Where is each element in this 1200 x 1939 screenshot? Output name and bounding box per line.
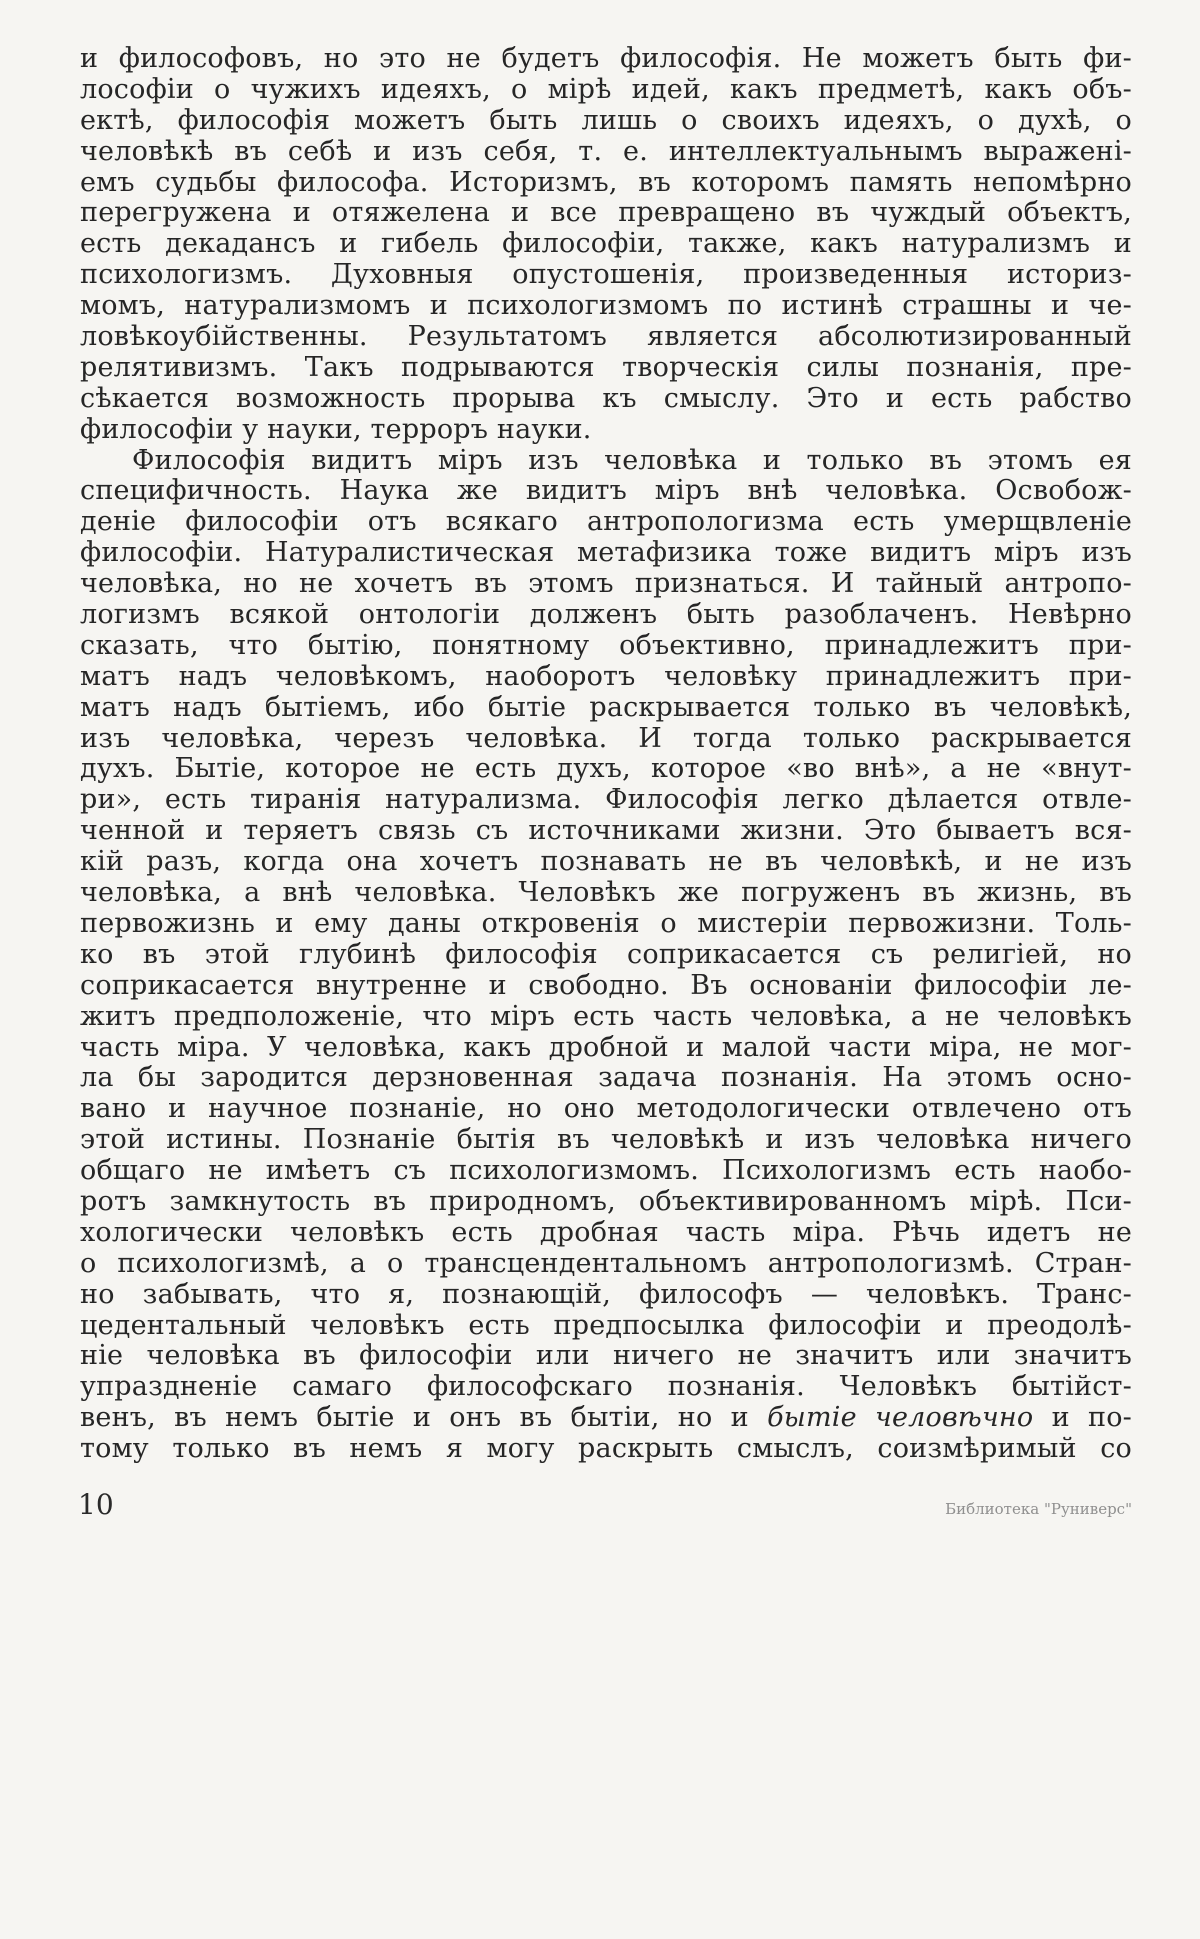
text-line: изъ человѣка, черезъ человѣка. И тогда только раскрывается [80, 723, 1132, 754]
text-line: человѣка, а внѣ человѣка. Человѣкъ же погруженъ въ жизнь, въ [80, 878, 1132, 909]
text-line [80, 1403, 1132, 1434]
text-block [80, 44, 1132, 1465]
text-line: соприкасается внутренне и свободно. Въ основаніи философіи ле- [80, 970, 1132, 1001]
text-line: релятивизмъ. Такъ подрываются творческія силы познанія, пре- [80, 352, 1132, 383]
text-line: матъ надъ человѣкомъ, наоборотъ человѣку принадлежитъ при- [80, 661, 1132, 692]
text-line: сказать, что бытію, понятному объективно, принадлежитъ при- [80, 630, 1132, 661]
text-line: первожизнь и ему даны откровенія о мистеріи первожизни. Толь- [80, 908, 1132, 939]
text-line: цедентальный человѣкъ есть предпосылка философіи и преодолѣ- [80, 1310, 1132, 1341]
text-line: но забывать, что я, познающій, философъ — человѣкъ. Транс- [80, 1279, 1132, 1310]
text-line: кій разъ, когда она хочетъ познавать не въ человѣкѣ, и не изъ [80, 847, 1132, 878]
text-line: ри», есть тиранія натурализма. Философія легко дѣлается отвле- [80, 785, 1132, 816]
text-segment: и по- [1033, 1403, 1132, 1434]
text-line: Философія видитъ міръ изъ человѣка и только въ этомъ ея [132, 445, 1132, 476]
text-line: ко въ этой глубинѣ философія соприкасается съ религіей, но [80, 939, 1132, 970]
paragraph [80, 446, 1132, 1465]
text-line: духъ. Бытіе, которое не есть духъ, которое «во внѣ», а не «внут- [80, 754, 1132, 785]
text-line: философіи у науки, терроръ науки. [80, 414, 592, 445]
text-line: психологизмъ. Духовныя опустошенія, произведенныя историз- [80, 260, 1132, 291]
text-line: лософіи о чужихъ идеяхъ, о мірѣ идей, какъ предметѣ, какъ объ- [80, 74, 1132, 105]
text-segment: венъ, въ немъ бытіе и онъ въ бытіи, но и [80, 1403, 768, 1434]
library-watermark: Библиотека "Руниверс" [945, 1500, 1132, 1518]
text-line: хологически человѣкъ есть дробная часть міра. Рѣчь идетъ не [80, 1217, 1132, 1248]
text-line: есть декадансъ и гибель философіи, также, какъ натурализмъ и [80, 229, 1132, 260]
text-line: ла бы зародится дерзновенная задача познанія. На этомъ осно- [80, 1063, 1132, 1094]
text-line: философіи. Натуралистическая метафизика тоже видитъ міръ изъ [80, 538, 1132, 569]
text-line: специфичность. Наука же видитъ міръ внѣ человѣка. Освобож- [80, 476, 1132, 507]
italic-phrase: бытіе человѣчно [767, 1403, 1034, 1434]
text-line: человѣкѣ въ себѣ и изъ себя, т. е. интеллектуальнымъ выраженi- [80, 136, 1132, 167]
text-line: тому только въ немъ я могу раскрыть смыслъ, соизмѣримый со [80, 1434, 1132, 1465]
page-number: 10 [78, 1488, 114, 1521]
text-line: о психологизмѣ, а о трансцендентальномъ антропологизмѣ. Стран- [80, 1248, 1132, 1279]
text-line: этой истины. Познаніе бытія въ человѣкѣ и изъ человѣка ничего [80, 1125, 1132, 1156]
text-line: часть міра. У человѣка, какъ дробной и малой части міра, не мог- [80, 1032, 1132, 1063]
text-line: момъ, натурализмомъ и психологизмомъ по истинѣ страшны и че- [80, 291, 1132, 322]
text-line: деніе философіи отъ всякаго антропологизма есть умерщвленіе [80, 507, 1132, 538]
text-line: перегружена и отяжелена и все превращено въ чуждый объектъ, [80, 198, 1132, 229]
text-line: упраздненіе самаго философскаго познанія. Человѣкъ бытійст- [80, 1372, 1132, 1403]
text-line: общаго не имѣетъ съ психологизмомъ. Психологизмъ есть наобо- [80, 1156, 1132, 1187]
paragraph [80, 44, 1132, 446]
text-line: ловѣкоубійственны. Результатомъ является абсолютизированный [80, 322, 1132, 353]
text-line: ротъ замкнутость въ природномъ, объективированномъ мірѣ. Пси- [80, 1186, 1132, 1217]
text-line: человѣка, но не хочетъ въ этомъ признаться. И тайный антропо- [80, 569, 1132, 600]
text-line: вано и научное познаніе, но оно методологически отвлечено отъ [80, 1094, 1132, 1125]
text-line: ченной и теряетъ связь съ источниками жизни. Это бываетъ вся- [80, 816, 1132, 847]
text-line: ектѣ, философія можетъ быть лишь о своихъ идеяхъ, о духѣ, о [80, 105, 1132, 136]
text-line: сѣкается возможность прорыва къ смыслу. Это и есть рабство [80, 383, 1132, 414]
text-line: ніе человѣка въ философіи или ничего не значитъ или значитъ [80, 1341, 1132, 1372]
text-line: и философовъ, но это не будетъ философія. Не можетъ быть фи- [80, 44, 1132, 74]
text-line: емъ судьбы философа. Историзмъ, въ которомъ память непомѣрно [80, 167, 1132, 198]
text-line: житъ предположеніе, что міръ есть часть человѣка, а не человѣкъ [80, 1001, 1132, 1032]
text-line: матъ надъ бытіемъ, ибо бытіе раскрывается только въ человѣкѣ, [80, 692, 1132, 723]
text-line: логизмъ всякой онтологіи долженъ быть разоблаченъ. Невѣрно [80, 600, 1132, 631]
